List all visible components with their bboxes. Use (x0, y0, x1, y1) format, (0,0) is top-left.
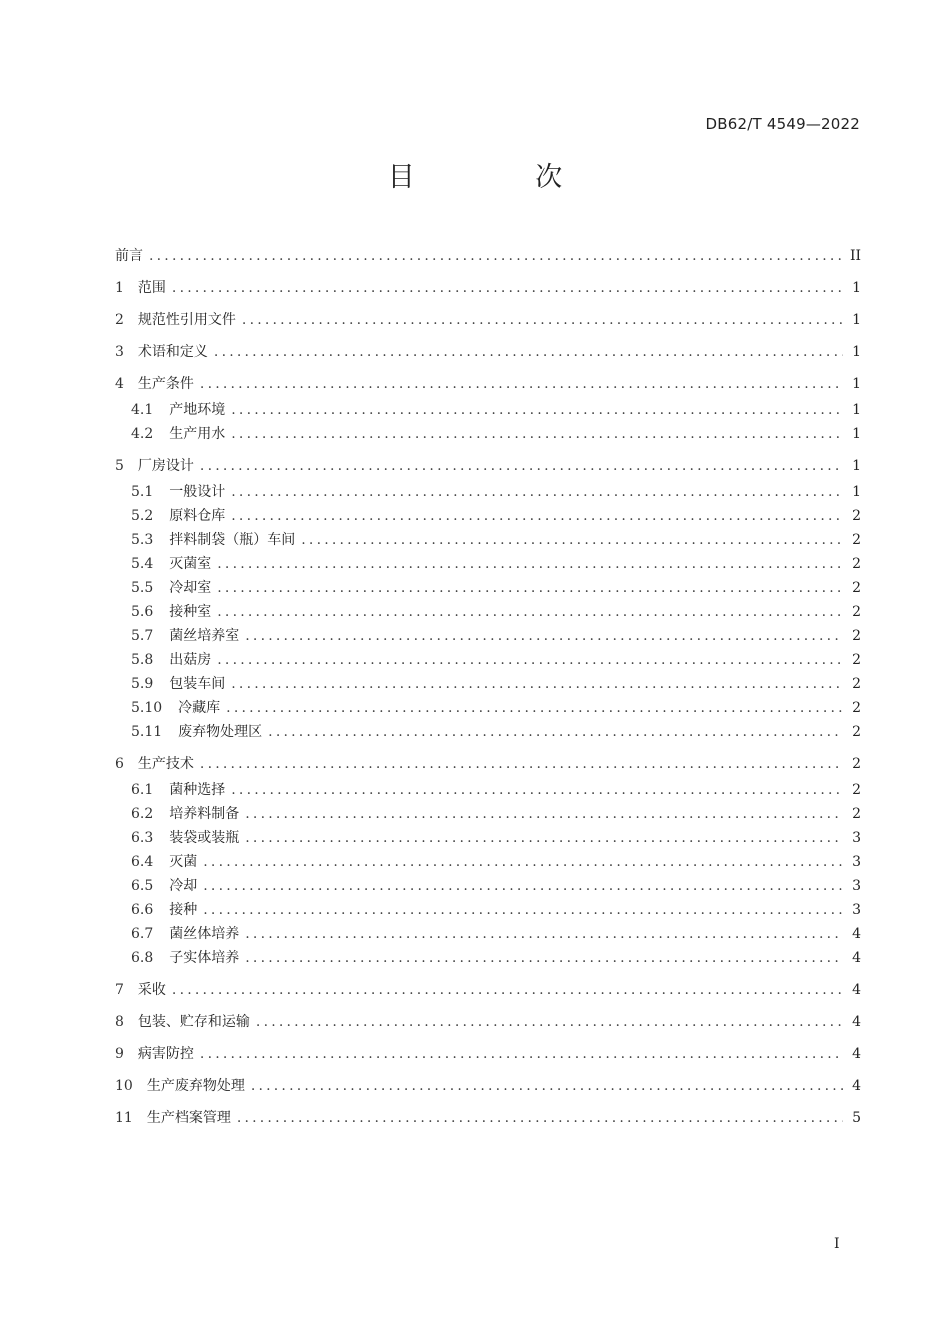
toc-entry-page: 2 (852, 652, 861, 668)
toc-dot-leader (231, 504, 843, 528)
toc-entry-page: 4 (852, 1078, 861, 1094)
toc-dot-leader (203, 850, 843, 874)
toc-entry-number: 5.7 (131, 628, 154, 644)
toc-entry[interactable] (115, 1074, 861, 1098)
toc-entry-title: 生产废弃物处理 (146, 1078, 245, 1094)
toc-entry-page: 4 (852, 982, 861, 998)
toc-entry-page: 2 (852, 508, 861, 524)
toc-dot-leader (226, 696, 843, 720)
toc-entry[interactable] (115, 874, 861, 898)
toc-entry-title: 生产用水 (169, 426, 226, 442)
toc-entry[interactable] (115, 422, 861, 446)
toc-entry-title: 采收 (137, 982, 166, 998)
toc-entry-page: 2 (852, 756, 861, 772)
toc-entry[interactable] (115, 398, 861, 422)
toc-entry-number: 8 (115, 1014, 124, 1030)
toc-entry-title: 培养料制备 (169, 806, 240, 822)
toc-entry-title: 规范性引用文件 (137, 312, 236, 328)
toc-entry[interactable] (115, 802, 861, 826)
toc-entry-title: 包装、贮存和运输 (137, 1014, 250, 1030)
toc-entry-page: 3 (852, 830, 861, 846)
toc-entry-title: 术语和定义 (137, 344, 208, 360)
toc-entry-page: 2 (852, 782, 861, 798)
toc-dot-leader (251, 1074, 843, 1098)
toc-dot-leader (217, 552, 843, 576)
toc-entry-page: 2 (852, 604, 861, 620)
toc-entry[interactable] (115, 552, 861, 576)
toc-entry[interactable] (115, 946, 861, 970)
toc-entry-number: 6.6 (131, 902, 154, 918)
toc-dot-leader (237, 1106, 843, 1130)
toc-entry-title: 拌料制袋（瓶）车间 (169, 532, 296, 548)
toc-dot-leader (200, 372, 843, 396)
toc-entry-page: 4 (852, 926, 861, 942)
toc-dot-leader (231, 672, 843, 696)
toc-entry-title: 生产条件 (137, 376, 194, 392)
toc-entry[interactable] (115, 898, 861, 922)
toc-entry-number: 6 (115, 756, 124, 772)
toc-entry-number: 5 (115, 458, 124, 474)
toc-entry[interactable] (115, 696, 861, 720)
toc-entry-number: 5.8 (131, 652, 154, 668)
toc-entry-title: 一般设计 (169, 484, 226, 500)
toc-entry-page: 2 (852, 806, 861, 822)
toc-dot-leader (200, 752, 843, 776)
toc-entry[interactable] (115, 826, 861, 850)
toc-entry-page: 4 (852, 1014, 861, 1030)
toc-entry-number: 7 (115, 982, 124, 998)
toc-entry-number: 5.6 (131, 604, 154, 620)
toc-entry-number: 2 (115, 312, 124, 328)
toc-entry[interactable] (115, 308, 861, 332)
toc-entry-title: 冷却室 (169, 580, 212, 596)
toc-entry[interactable] (115, 752, 861, 776)
toc-entry[interactable] (115, 922, 861, 946)
toc-entry-number: 5.10 (131, 700, 163, 716)
toc-entry-number: 6.7 (131, 926, 154, 942)
toc-entry-page: 2 (852, 628, 861, 644)
toc-entry-page: 4 (852, 950, 861, 966)
toc-entry-title: 生产技术 (137, 756, 194, 772)
toc-entry-page: 1 (852, 484, 861, 500)
toc-entry-number: 6.8 (131, 950, 154, 966)
page-number: I (834, 1236, 840, 1252)
toc-entry-title: 厂房设计 (137, 458, 194, 474)
toc-entry-number: 4 (115, 376, 124, 392)
toc-dot-leader (217, 576, 843, 600)
toc-entry-number: 6.4 (131, 854, 154, 870)
document-number: DB62/T 4549—2022 (705, 115, 860, 133)
toc-entry-number: 6.2 (131, 806, 154, 822)
toc-entry[interactable] (115, 648, 861, 672)
toc-entry[interactable] (115, 1042, 861, 1066)
toc-entry[interactable] (115, 528, 861, 552)
toc-entry[interactable] (115, 600, 861, 624)
toc-entry[interactable] (115, 720, 861, 744)
toc-entry-title: 废弃物处理区 (178, 724, 263, 740)
toc-dot-leader (217, 600, 843, 624)
toc-entry-title: 出菇房 (169, 652, 212, 668)
toc-entry-number: 11 (115, 1110, 133, 1126)
toc-dot-leader (301, 528, 843, 552)
toc-entry-page: 4 (852, 1046, 861, 1062)
toc-entry-title: 产地环境 (169, 402, 226, 418)
toc-dot-leader (245, 946, 843, 970)
toc-entry-title: 灭菌 (169, 854, 198, 870)
toc-dot-leader (245, 802, 843, 826)
toc-entry[interactable] (115, 504, 861, 528)
toc-entry-title: 范围 (137, 280, 166, 296)
toc-entry[interactable] (115, 372, 861, 396)
toc-entry[interactable] (115, 340, 861, 364)
toc-entry-page: 3 (852, 902, 861, 918)
toc-entry-page: 2 (852, 724, 861, 740)
toc-entry-number: 5.1 (131, 484, 154, 500)
toc-entry-number: 5.5 (131, 580, 154, 596)
toc-entry[interactable] (115, 624, 861, 648)
toc-entry-title: 冷藏库 (178, 700, 221, 716)
toc-entry-page: 2 (852, 556, 861, 572)
toc-entry-page: 5 (852, 1110, 861, 1126)
toc-entry-page: 1 (852, 458, 861, 474)
toc-dot-leader (245, 624, 843, 648)
toc-dot-leader (242, 308, 843, 332)
page-title: 目 次 (387, 162, 619, 193)
toc-entry-page: 1 (852, 376, 861, 392)
toc-entry[interactable] (115, 576, 861, 600)
toc-entry-number: 4.1 (131, 402, 154, 418)
toc-entry-number: 5.9 (131, 676, 154, 692)
toc-dot-leader (214, 340, 843, 364)
toc-dot-leader (231, 480, 843, 504)
toc-entry-number: 6.5 (131, 878, 154, 894)
toc-entry-number: 4.2 (131, 426, 154, 442)
toc-dot-leader (149, 244, 843, 268)
toc-dot-leader (268, 720, 843, 744)
toc-entry-page: II (849, 248, 861, 264)
toc-entry-page: 1 (852, 402, 861, 418)
toc-entry-title: 生产档案管理 (146, 1110, 231, 1126)
toc-dot-leader (231, 398, 843, 422)
toc-entry-page: 2 (852, 700, 861, 716)
toc-dot-leader (200, 454, 843, 478)
toc-entry[interactable] (115, 454, 861, 478)
toc-entry-page: 3 (852, 878, 861, 894)
toc-entry-number: 6.1 (131, 782, 154, 798)
toc-entry-title: 包装车间 (169, 676, 226, 692)
toc-entry-title: 原料仓库 (169, 508, 226, 524)
toc-dot-leader (203, 874, 843, 898)
toc-dot-leader (200, 1042, 843, 1066)
toc-entry-title: 前言 (115, 248, 143, 264)
toc-dot-leader (245, 922, 843, 946)
toc-dot-leader (203, 898, 843, 922)
toc-entry[interactable] (115, 850, 861, 874)
toc-entry-number: 1 (115, 280, 124, 296)
toc-entry-title: 菌丝培养室 (169, 628, 240, 644)
toc-dot-leader (217, 648, 843, 672)
toc-entry-number: 5.11 (131, 724, 163, 740)
toc-dot-leader (231, 778, 843, 802)
toc-entry[interactable] (115, 1106, 861, 1130)
toc-entry-page: 2 (852, 532, 861, 548)
toc-entry[interactable] (115, 1010, 861, 1034)
toc-entry-page: 1 (852, 312, 861, 328)
toc-entry-title: 装袋或装瓶 (169, 830, 240, 846)
toc-entry-number: 6.3 (131, 830, 154, 846)
toc-entry-number: 5.2 (131, 508, 154, 524)
toc-dot-leader (256, 1010, 843, 1034)
toc-entry[interactable] (115, 276, 861, 300)
toc-entry-number: 5.4 (131, 556, 154, 572)
toc-entry[interactable] (115, 778, 861, 802)
toc-dot-leader (172, 978, 843, 1002)
toc-entry-number: 5.3 (131, 532, 154, 548)
toc-entry[interactable] (115, 672, 861, 696)
toc-entry[interactable] (115, 244, 861, 268)
toc-entry-page: 2 (852, 676, 861, 692)
toc-entry-page: 3 (852, 854, 861, 870)
toc-entry-page: 1 (852, 344, 861, 360)
toc-entry[interactable] (115, 480, 861, 504)
toc-entry-title: 菌丝体培养 (169, 926, 240, 942)
toc-entry-number: 3 (115, 344, 124, 360)
toc-entry-title: 接种 (169, 902, 198, 918)
toc-entry[interactable] (115, 978, 861, 1002)
toc-dot-leader (231, 422, 843, 446)
toc-entry-page: 1 (852, 280, 861, 296)
toc-entry-number: 9 (115, 1046, 124, 1062)
toc-entry-title: 冷却 (169, 878, 198, 894)
toc-entry-title: 病害防控 (137, 1046, 194, 1062)
toc-dot-leader (172, 276, 843, 300)
toc-entry-page: 1 (852, 426, 861, 442)
toc-entry-page: 2 (852, 580, 861, 596)
toc-dot-leader (245, 826, 843, 850)
toc-entry-title: 接种室 (169, 604, 212, 620)
toc-entry-title: 菌种选择 (169, 782, 226, 798)
toc-entry-title: 灭菌室 (169, 556, 212, 572)
toc-entry-title: 子实体培养 (169, 950, 240, 966)
toc-entry-number: 10 (115, 1078, 133, 1094)
